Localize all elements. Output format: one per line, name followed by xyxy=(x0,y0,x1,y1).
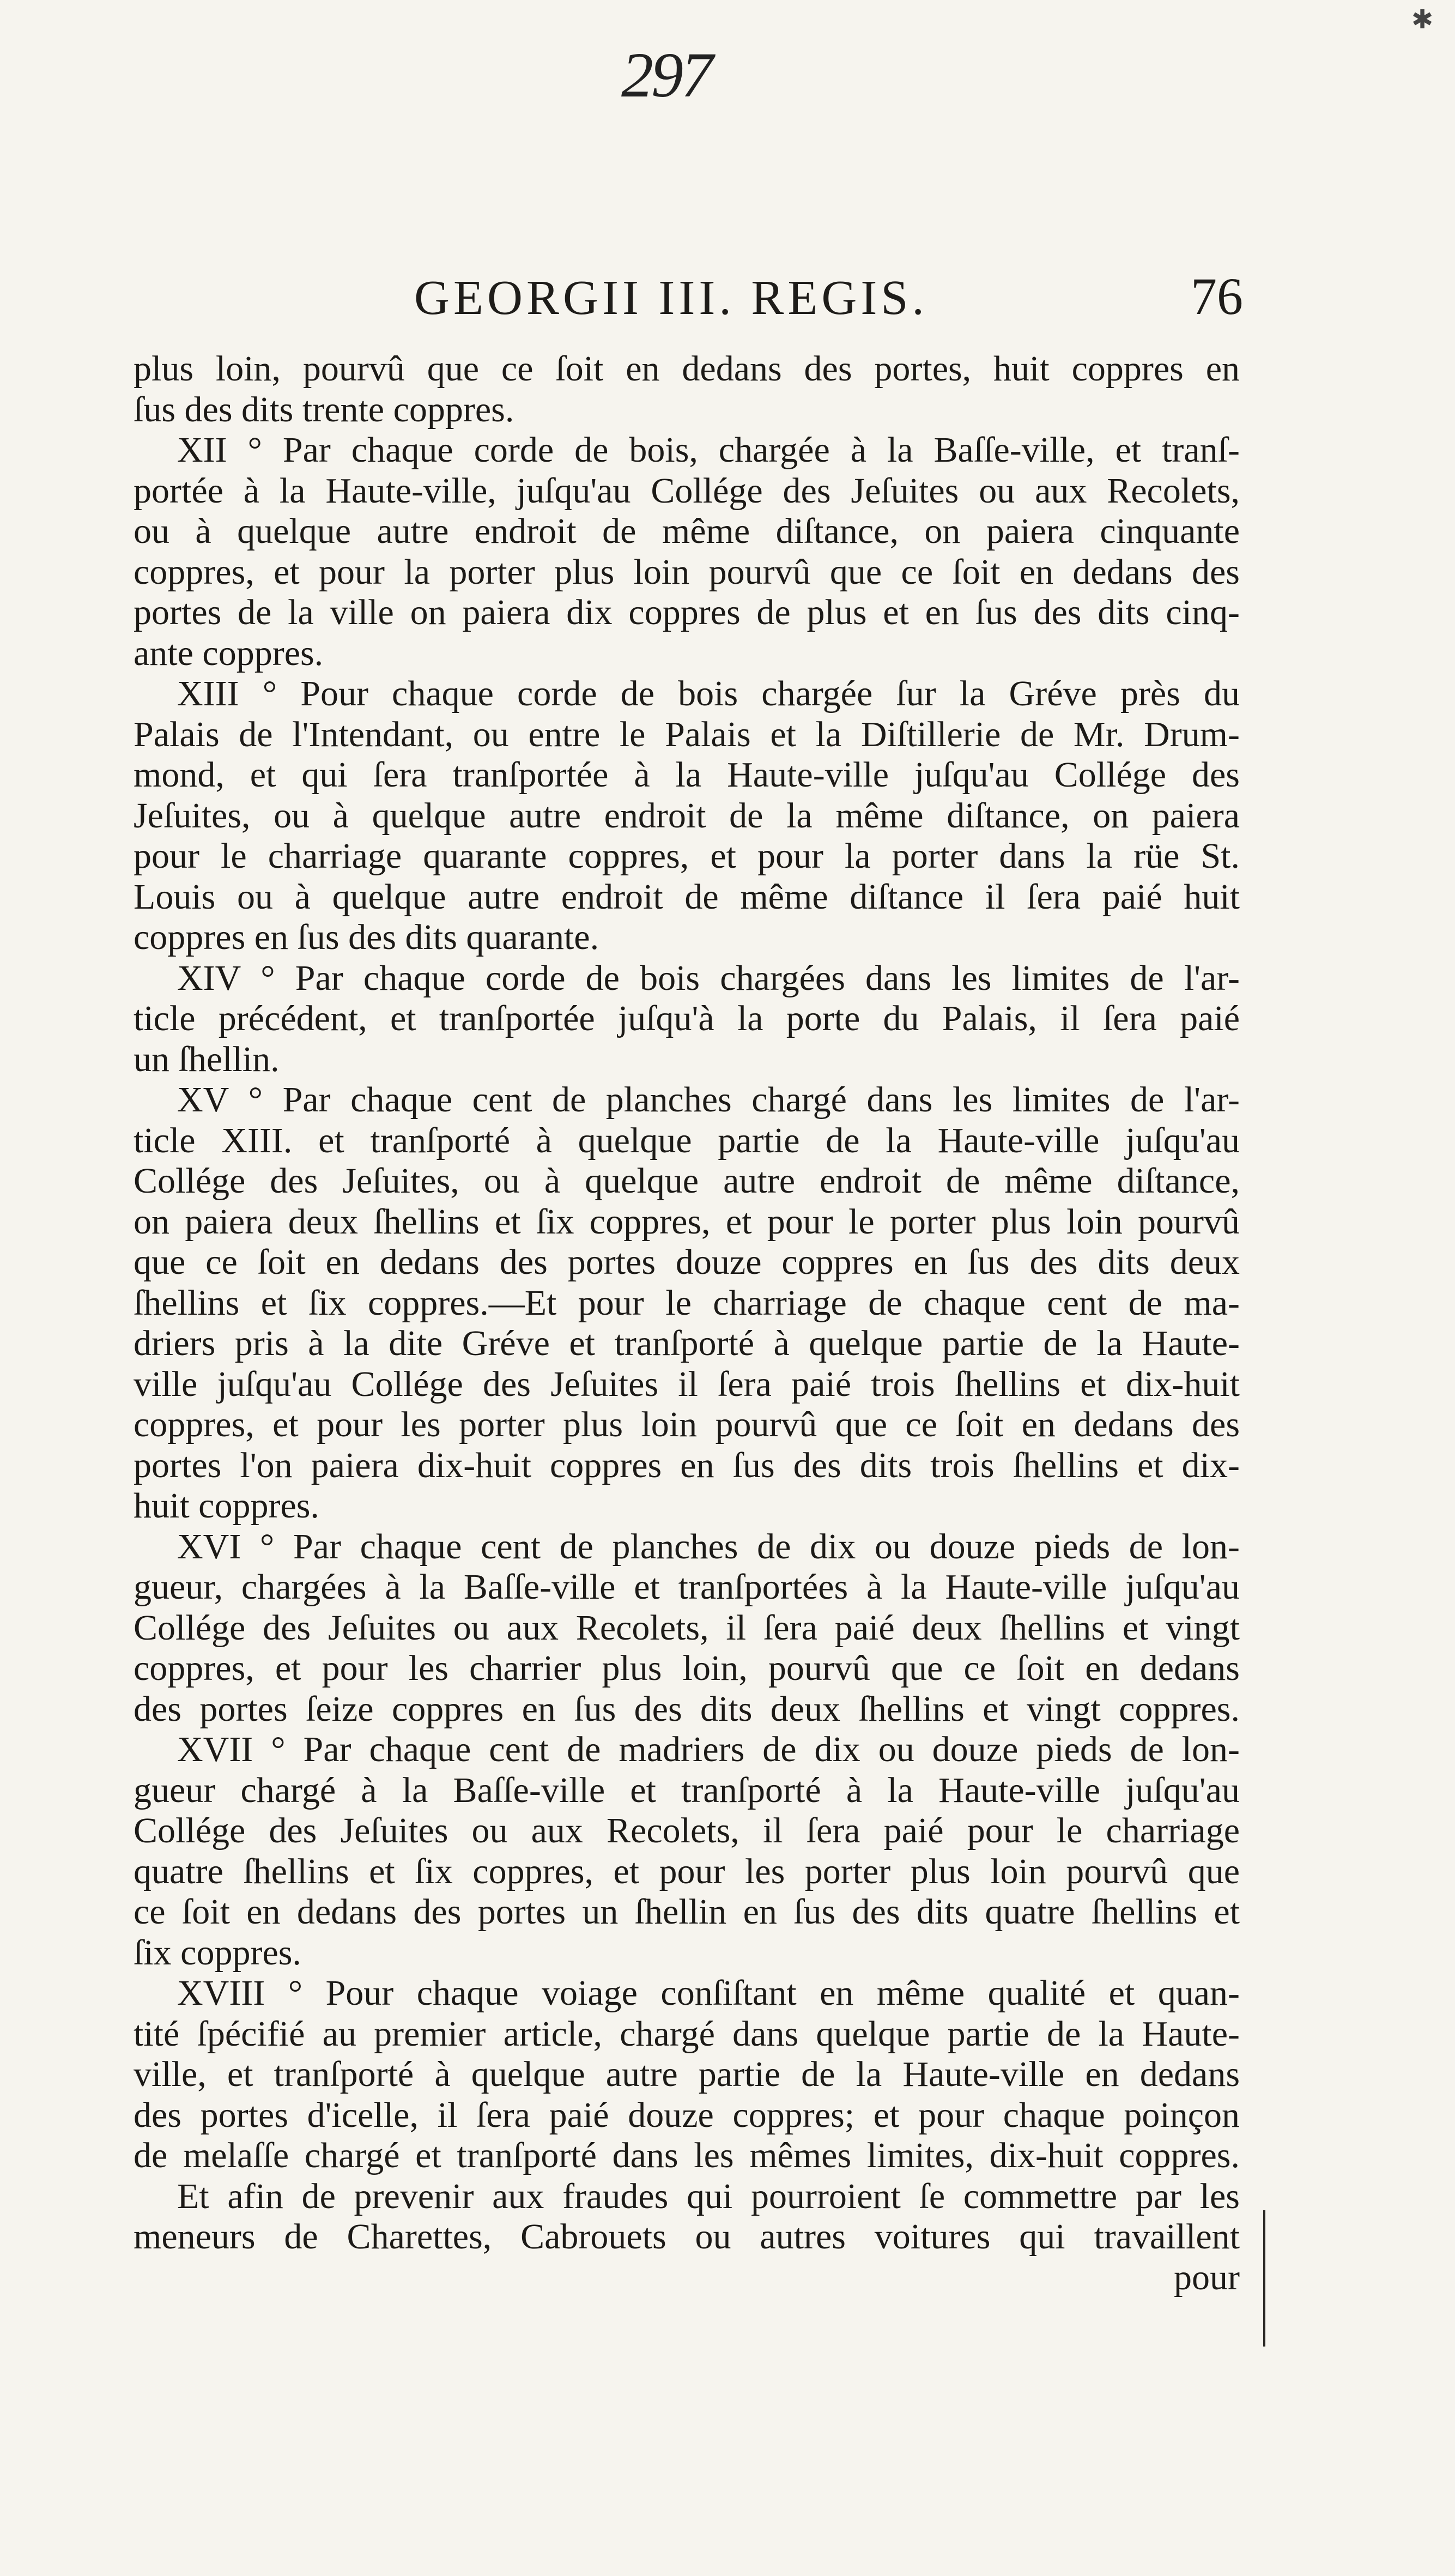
text-line: portes de la ville on paiera dix coppres de plus et en ſus des dits cinq- xyxy=(134,592,1240,632)
text-line: huit coppres. xyxy=(134,1486,319,1526)
text-line: gueur chargé à la Baſſe-ville et tranſporté à la Haute-ville juſqu'au xyxy=(134,1770,1240,1810)
text-line: ville juſqu'au Collége des Jeſuites il ſera paié trois ſhellins et dix-huit xyxy=(134,1364,1240,1404)
text-line: XVII ° Par chaque cent de madriers de dix ou douze pieds de lon- xyxy=(177,1730,1240,1769)
text-line: on paiera deux ſhellins et ſix coppres, et pour le porter plus loin pourvû xyxy=(134,1201,1240,1242)
text-line: ticle XIII. et tranſporté à quelque partie de la Haute-ville juſqu'au xyxy=(134,1120,1240,1160)
text-line: meneurs de Charettes, Cabrouets ou autres voitures qui travaillent xyxy=(134,2217,1240,2257)
text-line: des portes ſeize coppres en ſus des dits deux ſhellins et vingt coppres. xyxy=(134,1689,1240,1729)
corner-mark: ✱ xyxy=(1411,5,1434,34)
text-line: XV ° Par chaque cent de planches chargé dans les limites de l'ar- xyxy=(177,1080,1240,1120)
text-line: coppres, et pour les porter plus loin pourvû que ce ſoit en dedans des xyxy=(134,1405,1240,1444)
catchword: pour xyxy=(1174,2257,1240,2297)
text-line: un ſhellin. xyxy=(134,1039,280,1079)
text-line: gueur, chargées à la Baſſe-ville et tranſportées à la Haute-ville juſqu'au xyxy=(134,1567,1240,1607)
text-line: des portes d'icelle, il ſera paié douze coppres; et pour chaque poinçon xyxy=(134,2095,1240,2135)
page-number: 297 xyxy=(621,39,711,111)
text-line: ville, et tranſporté à quelque autre partie de la Haute-ville en dedans xyxy=(134,2054,1240,2094)
text-line: Collége des Jeſuites ou aux Recolets, il ſera paié pour le charriage xyxy=(134,1811,1240,1851)
text-line: coppres, et pour la porter plus loin pourvû que ce ſoit en dedans des xyxy=(134,552,1240,592)
text-line: XIV ° Par chaque corde de bois chargées dans les limites de l'ar- xyxy=(177,958,1240,998)
text-line: ou à quelque autre endroit de même diſtance, on paiera cinquante xyxy=(134,511,1240,551)
text-line: XII ° Par chaque corde de bois, chargée à la Baſſe-ville, et tranſ- xyxy=(177,430,1240,470)
text-line: Collége des Jeſuites ou aux Recolets, il ſera paié deux ſhellins et vingt xyxy=(134,1607,1240,1648)
text-line: portée à la Haute-ville, juſqu'au Collége des Jeſuites ou aux Recolets, xyxy=(134,470,1240,511)
text-line: ſhellins et ſix coppres.—Et pour le charriage de chaque cent de ma- xyxy=(134,1283,1240,1323)
text-line: ce ſoit en dedans des portes un ſhellin en ſus des dits quatre ſhellins et xyxy=(134,1892,1240,1932)
text-line: Jeſuites, ou à quelque autre endroit de la même diſtance, on paiera xyxy=(134,795,1240,836)
text-line: portes l'on paiera dix-huit coppres en ſus des dits trois ſhellins et dix- xyxy=(134,1445,1240,1485)
text-line: que ce ſoit en dedans des portes douze coppres en ſus des dits deux xyxy=(134,1242,1240,1282)
text-line: plus loin, pourvû que ce ſoit en dedans des portes, huit coppres en xyxy=(134,349,1240,389)
text-line: Palais de l'Intendant, ou entre le Palais et la Diſtillerie de Mr. Drum- xyxy=(134,714,1240,754)
text-line: tité ſpécifié au premier article, chargé dans quelque partie de la Haute- xyxy=(134,2013,1240,2054)
margin-bracket xyxy=(1263,2210,1269,2347)
folio: 76 xyxy=(1191,267,1243,325)
text-line: Et afin de prevenir aux fraudes qui pourroient ſe commettre par les xyxy=(177,2176,1240,2216)
text-line: ſix coppres. xyxy=(134,1932,301,1973)
text-line: de melaſſe chargé et tranſporté dans les mêmes limites, dix-huit coppres. xyxy=(134,2136,1240,2175)
body-text xyxy=(134,349,1240,2298)
text-line: pour le charriage quarante coppres, et pour la porter dans la rüe St. xyxy=(134,836,1240,876)
text-line: mond, et qui ſera tranſportée à la Haute-ville juſqu'au Collége des xyxy=(134,755,1240,795)
text-line: Collége des Jeſuites, ou à quelque autre endroit de même diſtance, xyxy=(134,1161,1240,1201)
text-line: XVIII ° Pour chaque voiage conſiſtant en même qualité et quan- xyxy=(177,1973,1240,2013)
text-line: ticle précédent, et tranſportée juſqu'à la porte du Palais, il ſera paié xyxy=(134,999,1240,1038)
text-line: coppres, et pour les charrier plus loin, pourvû que ce ſoit en dedans xyxy=(134,1648,1240,1688)
running-head: GEORGII III. REGIS. xyxy=(414,271,928,325)
text-line: coppres en ſus des dits quarante. xyxy=(134,917,599,957)
text-line: Louis ou à quelque autre endroit de même diſtance il ſera paié huit xyxy=(134,876,1240,917)
text-line: ante coppres. xyxy=(134,633,324,673)
text-line: quatre ſhellins et ſix coppres, et pour les porter plus loin pourvû que xyxy=(134,1851,1240,1891)
text-line: XIII ° Pour chaque corde de bois chargée ſur la Gréve près du xyxy=(177,674,1240,713)
text-line: ſus des dits trente coppres. xyxy=(134,389,514,430)
text-line: XVI ° Par chaque cent de planches de dix ou douze pieds de lon- xyxy=(177,1526,1240,1567)
text-line: driers pris à la dite Gréve et tranſporté à quelque partie de la Haute- xyxy=(134,1323,1240,1363)
